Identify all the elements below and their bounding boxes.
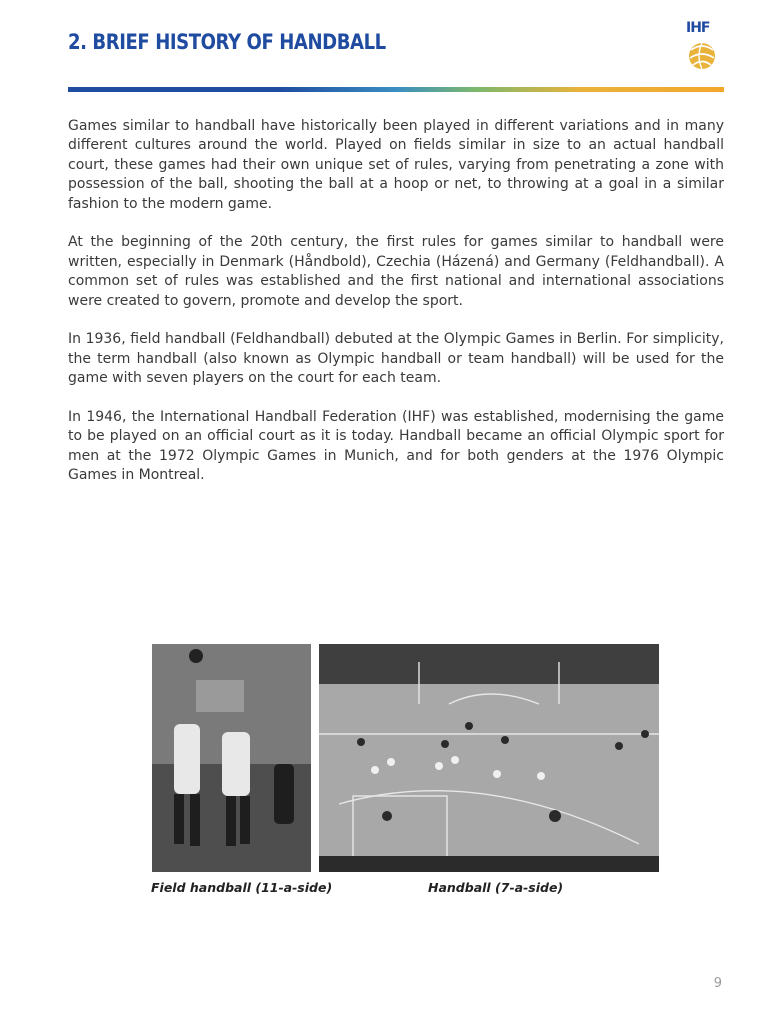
page-title: 2. BRIEF HISTORY OF HANDBALL [68,30,386,54]
body-text [68,117,724,505]
paragraph: In 1946, the International Handball Federation (IHF) was established, modernising the game to be played on an official court as it is today. Handball became an official Olympic sport for men at the 1972 Olympic Games in Munich, and for both genders at the 1976 Olympic Games in Montreal. [68,409,724,484]
paragraph: At the beginning of the 20th century, the first rules for games similar to handball were written, especially in Denmark (Håndbold), Czechia (Házená) and Germany (Feldhandball). A common set of rules was established and the first national and international associations were created to govern, promote and develop the sport. [68,234,724,309]
field-handball-photo [152,644,311,872]
page-header [68,20,724,96]
indoor-handball-photo [319,644,659,872]
page-number: 9 [713,976,722,991]
header-divider [68,87,724,92]
figure-caption: Field handball (11-a-side) [151,880,333,895]
figure-caption: Handball (7-a-side) [428,880,564,895]
logo-ball-icon [689,43,715,69]
paragraph: In 1936, field handball (Feldhandball) debuted at the Olympic Games in Berlin. For simplicity, the term handball (also known as Olympic handball or team handball) will be used for the game with seven players on the court for each team. [68,331,724,387]
ihf-logo-icon [684,20,720,74]
logo-text: IHF [686,20,710,36]
paragraph: Games similar to handball have historically been played in different variations and in many different cultures around the world. Played on fields similar in size to an actual handball court, these games had their own unique set of rules, varying from penetrating a zone with possession of the ball, shooting the ball at a hoop or net, to throwing at a goal in a similar fashion to the modern game. [68,118,724,212]
